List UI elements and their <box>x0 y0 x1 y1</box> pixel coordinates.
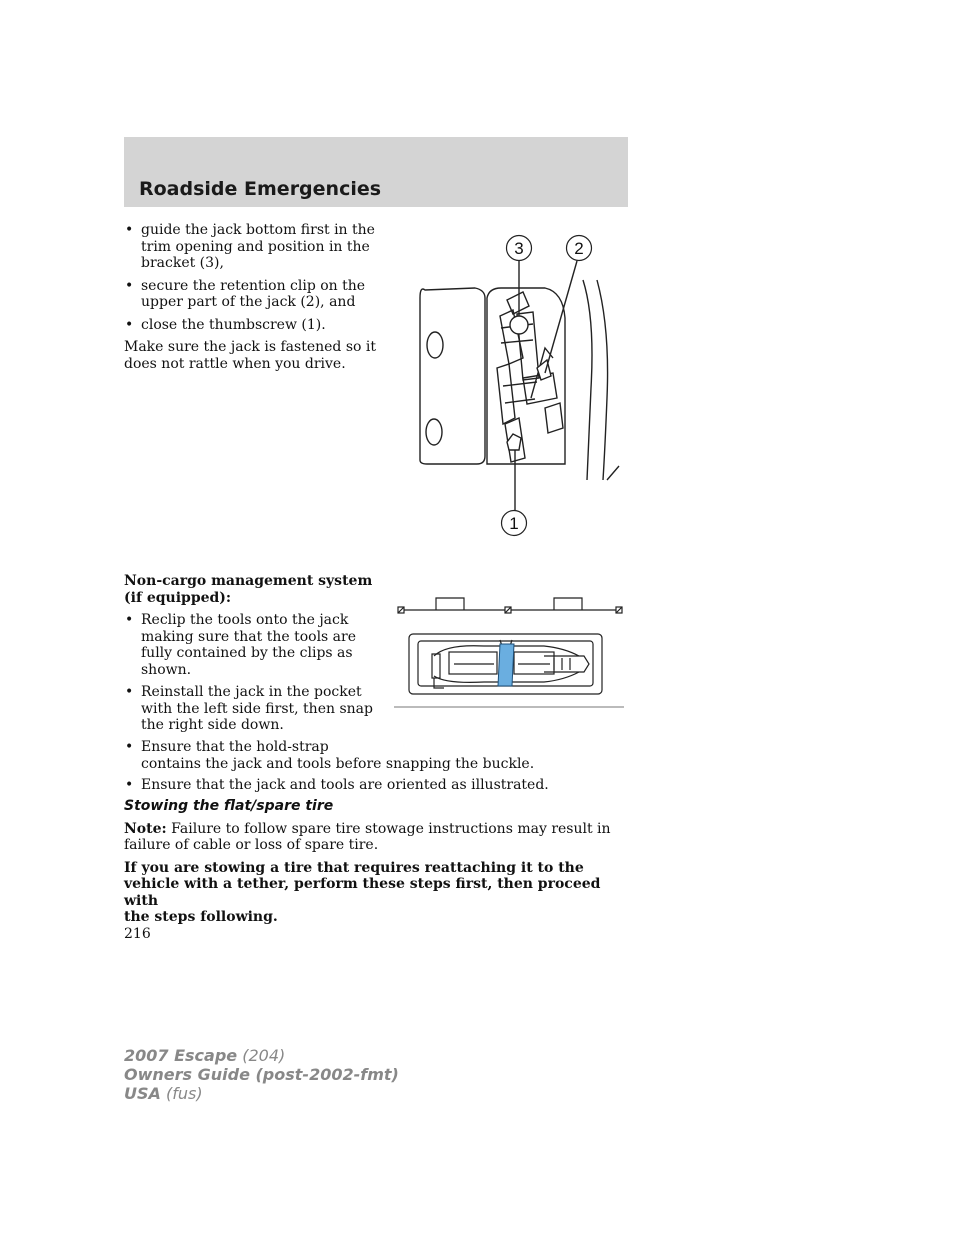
non-cargo-list <box>124 612 384 734</box>
callout-3: 3 <box>514 239 524 258</box>
jack-pocket-figure <box>394 594 626 710</box>
bullet-icon: • <box>125 612 134 628</box>
list-item: • Reinstall the jack in the pocket with the left side first, then snap the right side down. <box>125 684 373 733</box>
stowing-subheading: Stowing the flat/spare tire <box>124 798 334 814</box>
jack-rattle-note: Make sure the jack is fastened so it does not rattle when you drive. <box>124 339 376 372</box>
jack-install-list <box>124 222 384 333</box>
stowing-note: Note: Failure to follow spare tire stowage instructions may result in failure of cable or loss of spare tire. <box>124 820 611 853</box>
section-jack-install <box>124 222 384 372</box>
bullet-icon: • <box>125 684 134 700</box>
section-non-cargo <box>124 573 384 740</box>
non-cargo-list-cont <box>124 739 624 794</box>
jack-bracket-figure <box>405 228 635 543</box>
list-item: • close the thumbscrew (1). <box>125 316 326 333</box>
callout-2: 2 <box>574 239 584 258</box>
page-title: Roadside Emergencies <box>139 178 382 200</box>
list-item: • Ensure that the hold-strap contains the jack and tools before snapping the buckle. <box>125 739 535 772</box>
bullet-icon: • <box>125 222 134 238</box>
page-number: 216 <box>124 926 151 942</box>
header-band <box>124 137 628 207</box>
bullet-icon: • <box>125 316 134 333</box>
list-item: • Reclip the tools onto the jack making sure that the tools are fully contained by the clips as shown. <box>125 612 357 678</box>
section-non-cargo-cont <box>124 739 624 800</box>
hold-strap <box>498 644 514 686</box>
list-item: • guide the jack bottom first in the trim opening and position in the bracket (3), <box>125 222 375 271</box>
bullet-icon: • <box>125 777 134 793</box>
list-item: • secure the retention clip on the upper part of the jack (2), and <box>125 277 366 310</box>
bullet-icon: • <box>125 277 134 294</box>
section-stowing <box>124 798 634 926</box>
tether-warning: If you are stowing a tire that requires reattaching it to the vehicle with a tether, perform these steps first, then proceed with the steps following. <box>124 859 601 925</box>
footer-info: 2007 Escape (204) Owners Guide (post-2002-fmt) USA (fus) <box>124 1046 399 1103</box>
non-cargo-heading: Non-cargo management system (if equipped): <box>124 573 373 606</box>
bullet-icon: • <box>125 739 134 755</box>
list-item: • Ensure that the jack and tools are oriented as illustrated. <box>125 777 549 793</box>
callout-1: 1 <box>509 514 519 533</box>
